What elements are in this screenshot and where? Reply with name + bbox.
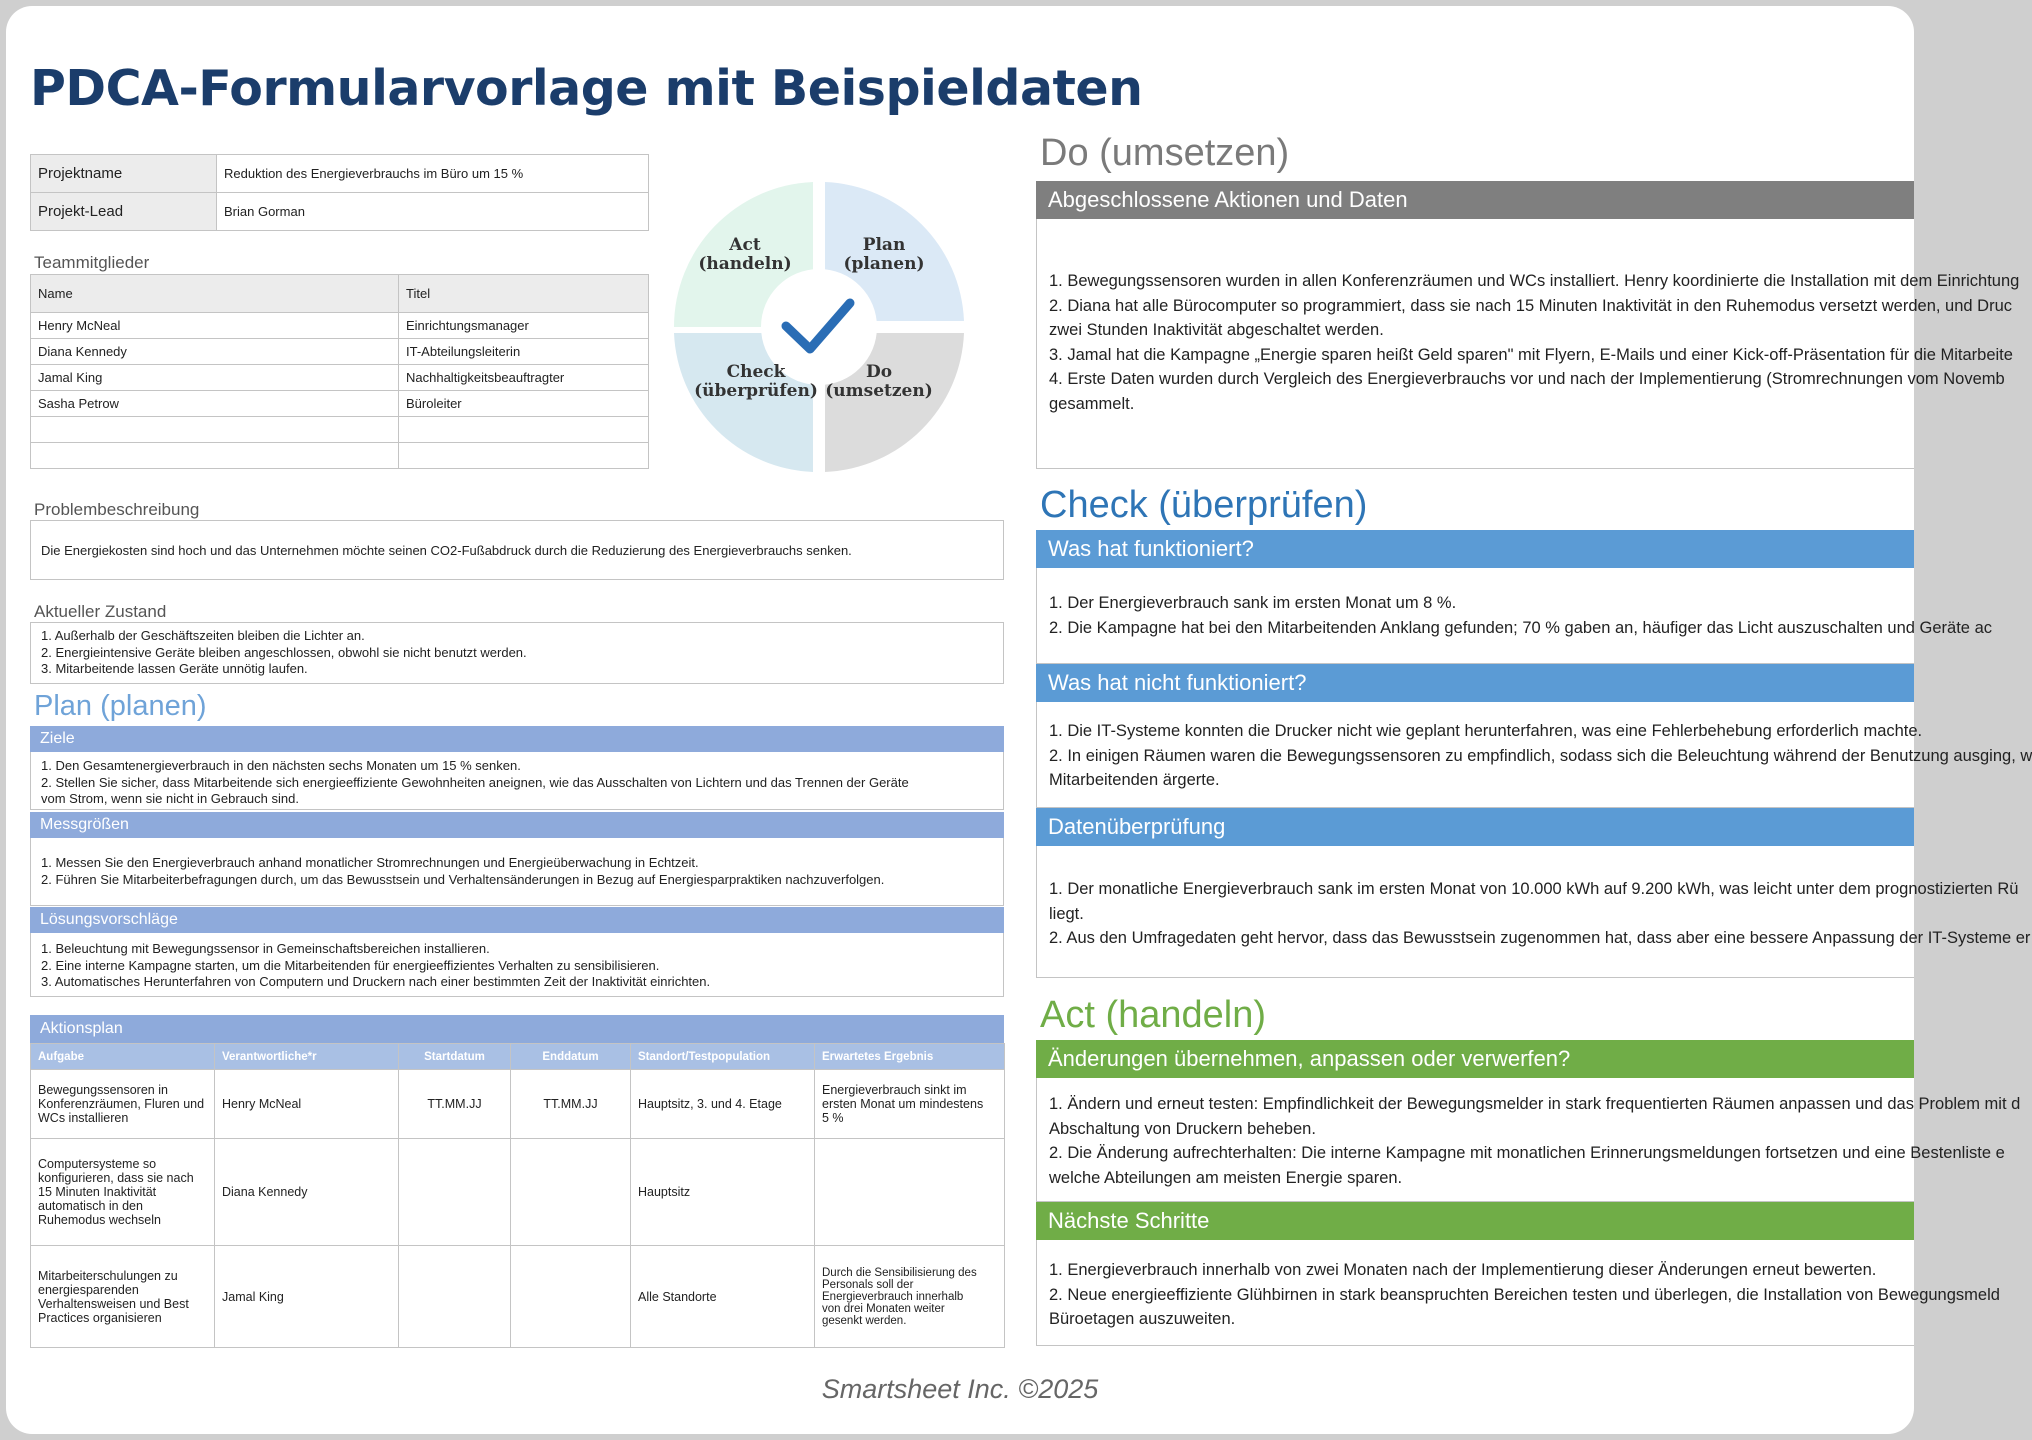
do-title: Do (umsetzen) bbox=[1040, 132, 1290, 174]
team-label: Teammitglieder bbox=[34, 253, 150, 272]
ap-end bbox=[511, 1139, 631, 1246]
ap-site: Hauptsitz, 3. und 4. Etage bbox=[631, 1070, 815, 1139]
list-item: 1. Bewegungssensoren wurden in allen Konferenzräumen und WCs installiert. Henry koordinierte die Installation mit dem Einrichtung bbox=[1049, 272, 2020, 290]
cycle-check-label: Check bbox=[726, 362, 786, 382]
cycle-act-sub: (handeln) bbox=[698, 254, 792, 274]
ap-result: Durch die Sensibilisierung des Personals soll der Energieverbrauch innerhalb von drei Monaten weiter gesenkt werden. bbox=[815, 1246, 1005, 1348]
ap-owner: Diana Kennedy bbox=[215, 1139, 399, 1246]
ap-site: Hauptsitz bbox=[631, 1139, 815, 1246]
ap-owner: Henry McNeal bbox=[215, 1070, 399, 1139]
data-review-bar: Datenüberprüfung bbox=[1036, 808, 1914, 846]
action-plan-bar: Aktionsplan bbox=[30, 1015, 1004, 1043]
member-title: Einrichtungsmanager bbox=[399, 313, 649, 339]
ap-col-task: Aufgabe bbox=[31, 1044, 215, 1070]
team-table bbox=[30, 274, 649, 469]
ap-task: Mitarbeiterschulungen zu energiesparenden Verhaltensweisen und Best Practices organisieren bbox=[31, 1246, 215, 1348]
list-item: 3. Automatisches Herunterfahren von Computern und Druckern nach einer bestimmten Zeit der Inaktivität einrichten. bbox=[41, 974, 711, 989]
page-title: PDCA-Formularvorlage mit Beispieldaten bbox=[30, 60, 1143, 117]
list-item: 1. Die IT-Systeme konnten die Drucker nicht wie geplant herunterfahren, was eine Fehlerbehebung erforderlich machte. bbox=[1049, 722, 1923, 740]
project-lead-label: Projekt-Lead bbox=[31, 193, 217, 231]
current-state-label: Aktueller Zustand bbox=[34, 602, 167, 621]
list-item: 1. Der Energieverbrauch sank im ersten Monat um 8 %. bbox=[1049, 594, 1457, 612]
list-item: 1. Der monatliche Energieverbrauch sank im ersten Monat von 10.000 kWh auf 9.200 kWh, was leicht unter dem prognostizierten Rü bbox=[1049, 880, 2019, 898]
member-title: IT-Abteilungsleiterin bbox=[399, 339, 649, 365]
problem-text: Die Energiekosten sind hoch und das Unternehmen möchte seinen CO2-Fußabdruck durch die Reduzierung des Energieverbrauchs senken. bbox=[41, 543, 852, 558]
list-item: 2. Aus den Umfragedaten geht hervor, dass das Bewusstsein zugenommen hat, dass aber eine bessere Anpassung der IT-Systeme er bbox=[1049, 929, 2031, 947]
adopt-bar: Änderungen übernehmen, anpassen oder verwerfen? bbox=[1036, 1040, 1914, 1078]
list-item: 2. Die Änderung aufrechterhalten: Die interne Kampagne mit monatlichen Erinnerungsmeldungen fortsetzen und eine Bestenliste e bbox=[1049, 1144, 2005, 1162]
ap-col-result: Erwartetes Ergebnis bbox=[815, 1044, 1005, 1070]
cycle-do-label: Do bbox=[865, 362, 893, 382]
act-title: Act (handeln) bbox=[1040, 994, 1267, 1036]
project-name-label: Projektname bbox=[31, 155, 217, 193]
table-row bbox=[31, 443, 649, 469]
ap-col-end: Enddatum bbox=[511, 1044, 631, 1070]
list-item: 2. Stellen Sie sicher, dass Mitarbeitende sich energieeffiziente Gewohnheiten aneignen, wie das Ausschalten von Lichtern und das Trennen der Geräte bbox=[41, 774, 909, 790]
goals-body bbox=[30, 752, 1004, 810]
ap-start bbox=[399, 1246, 511, 1348]
table-row bbox=[31, 365, 649, 391]
list-item: liegt. bbox=[1049, 904, 1084, 923]
list-item: 4. Erste Daten wurden durch Vergleich des Energieverbrauchs vor und nach der Implementierung (Stromrechnungen vom Novemb bbox=[1049, 370, 2005, 388]
member-name: Jamal King bbox=[31, 365, 399, 391]
member-title bbox=[399, 417, 649, 443]
problem-label: Problembeschreibung bbox=[34, 500, 200, 519]
ap-end: TT.MM.JJ bbox=[511, 1070, 631, 1139]
ap-col-start: Startdatum bbox=[399, 1044, 511, 1070]
project-info-table bbox=[30, 154, 649, 231]
member-name: Henry McNeal bbox=[31, 313, 399, 339]
cycle-plan-sub: (planen) bbox=[843, 254, 925, 274]
team-col-title: Titel bbox=[399, 275, 649, 313]
table-row bbox=[31, 313, 649, 339]
list-item: 2. Führen Sie Mitarbeiterbefragungen durch, um das Bewusstsein und Verhaltensänderungen in Bezug auf Energiesparpraktiken nachzuverfolgen. bbox=[41, 871, 885, 887]
member-name: Sasha Petrow bbox=[31, 391, 399, 417]
list-item: gesammelt. bbox=[1049, 394, 1135, 413]
list-item: 2. Diana hat alle Bürocomputer so programmiert, dass sie nach 15 Minuten Inaktivität in den Ruhemodus versetzt werden, und Druc bbox=[1049, 296, 2012, 315]
worked-bar: Was hat funktioniert? bbox=[1036, 530, 1914, 568]
list-item: 1. Den Gesamtenergieverbrauch in den nächsten sechs Monaten um 15 % senken. bbox=[41, 758, 521, 773]
not-worked-body bbox=[1036, 702, 2032, 808]
ap-result: Energieverbrauch sinkt im ersten Monat um mindestens 5 % bbox=[815, 1070, 1005, 1139]
table-row bbox=[31, 417, 649, 443]
pdca-cycle-diagram bbox=[668, 176, 970, 478]
cycle-act-label: Act bbox=[729, 235, 761, 255]
member-title: Büroleiter bbox=[399, 391, 649, 417]
next-steps-body bbox=[1036, 1240, 2000, 1346]
table-row bbox=[31, 391, 649, 417]
problem-box bbox=[30, 520, 1004, 580]
list-item: 2. In einigen Räumen waren die Bewegungssensoren zu empfindlich, sodass sich die Beleuchtung während der Benutzung ausging, w bbox=[1049, 746, 2032, 765]
member-name: Diana Kennedy bbox=[31, 339, 399, 365]
cycle-do-sub: (umsetzen) bbox=[825, 381, 933, 401]
adopt-body bbox=[1036, 1078, 2021, 1202]
worked-body bbox=[1036, 568, 1992, 664]
solutions-bar: Lösungsvorschläge bbox=[30, 907, 1004, 933]
metrics-body bbox=[30, 838, 1004, 906]
not-worked-bar: Was hat nicht funktioniert? bbox=[1036, 664, 1914, 702]
ap-site: Alle Standorte bbox=[631, 1246, 815, 1348]
footer-copyright: Smartsheet Inc. ©2025 bbox=[821, 1374, 1099, 1404]
list-item: 2. Energieintensive Geräte bleiben angeschlossen, obwohl sie nicht benutzt werden. bbox=[41, 644, 527, 660]
ap-col-site: Standort/Testpopulation bbox=[631, 1044, 815, 1070]
project-lead-value: Brian Gorman bbox=[217, 193, 649, 231]
table-row bbox=[31, 1246, 1005, 1348]
project-name-value: Reduktion des Energieverbrauchs im Büro um 15 % bbox=[217, 155, 649, 193]
do-bar: Abgeschlossene Aktionen und Daten bbox=[1036, 181, 1914, 219]
list-item: 2. Die Kampagne hat bei den Mitarbeitenden Anklang gefunden; 70 % gaben an, häufiger das Licht auszuschalten und Geräte ac bbox=[1049, 618, 1992, 637]
list-item: 1. Energieverbrauch innerhalb von zwei Monaten nach der Implementierung dieser Änderungen erneut bewerten. bbox=[1049, 1261, 1877, 1279]
check-title: Check (überprüfen) bbox=[1040, 484, 1368, 526]
table-row bbox=[31, 1070, 1005, 1139]
list-item: 3. Jamal hat die Kampagne „Energie sparen heißt Geld sparen" mit Flyern, E-Mails und einer Kick-off-Präsentation für die Mitarbeite bbox=[1049, 345, 2013, 364]
list-item: 1. Ändern und erneut testen: Empfindlichkeit der Bewegungsmelder in stark frequentierten Räumen anpassen und das Problem mit d bbox=[1049, 1095, 2021, 1113]
ap-start bbox=[399, 1139, 511, 1246]
list-item: Mitarbeitenden ärgerte. bbox=[1049, 771, 1220, 789]
list-item: 2. Neue energieeffiziente Glühbirnen in stark beanspruchten Bereichen testen und überlegen, die Installation von Bewegungsmeld bbox=[1049, 1285, 2000, 1304]
list-item: zwei Stunden Inaktivität abgeschaltet werden. bbox=[1049, 321, 1384, 339]
list-item: 2. Eine interne Kampagne starten, um die Mitarbeitenden für energieeffizientes Verhalten zu sensibilisieren. bbox=[41, 957, 660, 973]
solutions-body bbox=[30, 933, 1004, 997]
data-review-body bbox=[1036, 846, 2031, 978]
ap-task: Bewegungssensoren in Konferenzräumen, Fluren und WCs installieren bbox=[31, 1070, 215, 1139]
member-name bbox=[31, 417, 399, 443]
goals-bar: Ziele bbox=[30, 726, 1004, 752]
ap-task: Computersysteme so konfigurieren, dass sie nach 15 Minuten Inaktivität automatisch in den Ruhemodus wechseln bbox=[31, 1139, 215, 1246]
list-item: 1. Außerhalb der Geschäftszeiten bleiben die Lichter an. bbox=[41, 628, 365, 643]
ap-owner: Jamal King bbox=[215, 1246, 399, 1348]
list-item: 3. Mitarbeitende lassen Geräte unnötig laufen. bbox=[41, 661, 308, 676]
table-row bbox=[31, 1139, 1005, 1246]
ap-start: TT.MM.JJ bbox=[399, 1070, 511, 1139]
team-col-name: Name bbox=[31, 275, 399, 313]
table-row bbox=[31, 339, 649, 365]
member-name bbox=[31, 443, 399, 469]
document-page bbox=[6, 6, 2032, 1434]
list-item: Abschaltung von Druckern beheben. bbox=[1049, 1119, 1316, 1138]
member-title bbox=[399, 443, 649, 469]
current-state-box bbox=[30, 622, 1004, 684]
plan-title: Plan (planen) bbox=[34, 690, 207, 722]
list-item: vom Strom, wenn sie nicht in Gebrauch sind. bbox=[41, 791, 299, 806]
ap-col-owner: Verantwortliche*r bbox=[215, 1044, 399, 1070]
cycle-check-sub: (überprüfen) bbox=[694, 381, 818, 401]
list-item: 1. Messen Sie den Energieverbrauch anhand monatlicher Stromrechnungen und Energieüberwachung in Echtzeit. bbox=[41, 855, 699, 870]
list-item: Büroetagen auszuweiten. bbox=[1049, 1310, 1236, 1328]
list-item: welche Abteilungen am meisten Energie sparen. bbox=[1049, 1168, 1403, 1187]
do-body bbox=[1036, 219, 2020, 469]
list-item: 1. Beleuchtung mit Bewegungssensor in Gemeinschaftsbereichen installieren. bbox=[41, 941, 490, 956]
ap-end bbox=[511, 1246, 631, 1348]
action-plan-table bbox=[30, 1043, 1005, 1348]
member-title: Nachhaltigkeitsbeauftragter bbox=[399, 365, 649, 391]
next-steps-bar: Nächste Schritte bbox=[1036, 1202, 1914, 1240]
cycle-plan-label: Plan bbox=[862, 235, 906, 255]
ap-result bbox=[815, 1139, 1005, 1246]
metrics-bar: Messgrößen bbox=[30, 812, 1004, 838]
